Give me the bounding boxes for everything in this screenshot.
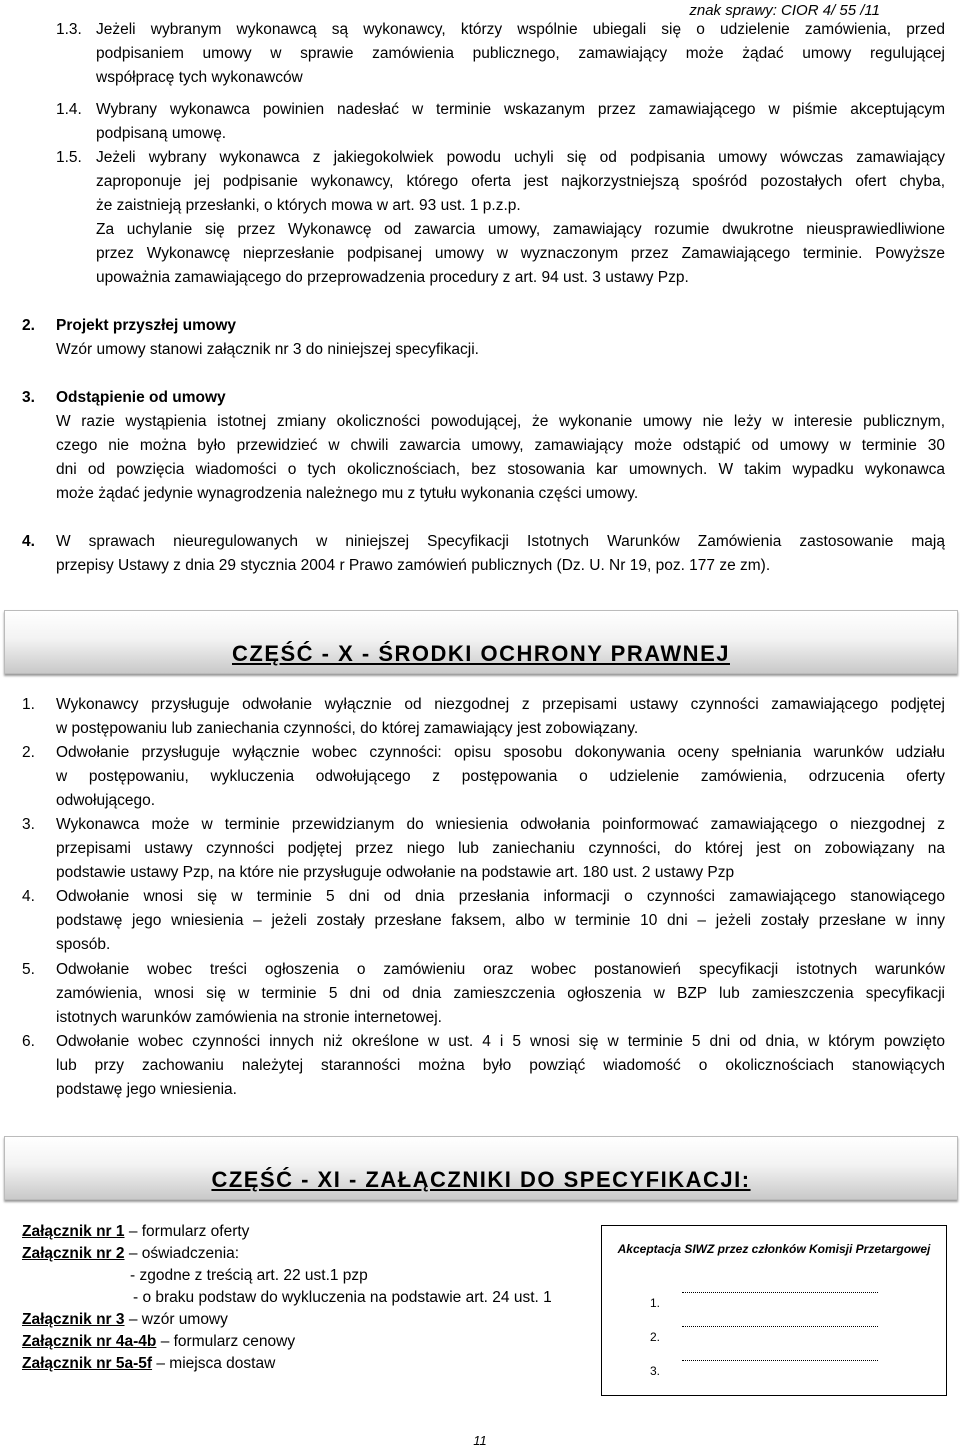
section-title: Projekt przyszłej umowy <box>56 317 237 334</box>
list-item-text: Odwołanie przysługuje wyłącznie wobec czynności: opisu sposobu dokonywania oceny spełniania warunków udziału <box>56 744 945 761</box>
attachment-desc: – miejsca dostaw <box>152 1355 276 1372</box>
attachment-5 <box>22 1353 275 1375</box>
section-text: przepisy Ustawy z dnia 29 stycznia 2004 r Prawo zamówień publicznych (Dz. U. Nr 19, poz. 177 ze zm). <box>56 557 771 574</box>
list-item-text: Wykonawca może w terminie przewidzianym do wniesienia odwołania poinformować zamawiającego o niezgodnej z <box>56 816 945 833</box>
signature-number: 1. <box>650 1296 661 1310</box>
attachment-label: Załącznik nr 3 <box>22 1311 125 1328</box>
clause-text: współpracę tych wykonawców <box>96 69 303 86</box>
section-text: dni od powzięcia wiadomości o tych okolicznościach, bez stosowania kar umownych. W takim wypadku wykonawca <box>56 461 945 478</box>
attachment-label: Załącznik nr 1 <box>22 1223 125 1240</box>
section-number: 4. <box>22 533 35 550</box>
list-number: 4. <box>22 888 35 905</box>
part-xi-title: CZĘŚĆ - XI - ZAŁĄCZNIKI DO SPECYFIKACJI: <box>211 1167 751 1192</box>
clause-text: że zaistnieją przesłanki, o których mowa w art. 93 ust. 1 p.z.p. <box>96 197 521 214</box>
list-number: 1. <box>22 696 35 713</box>
clause-number: 1.3. <box>56 21 82 38</box>
section-number: 3. <box>22 389 35 406</box>
signature-number: 2. <box>650 1330 661 1344</box>
signature-number: 3. <box>650 1364 661 1378</box>
list-item-text: odwołującego. <box>56 792 156 809</box>
attachment-label: Załącznik nr 2 <box>22 1245 125 1262</box>
clause-text: przez Wykonawcę nieprzesłanie podpisanej umowy w wyznaczonym przez Zamawiającego terminie. Powyższe <box>96 245 945 262</box>
list-item-text: w postępowaniu lub zaniechania czynności, do której zamawiający jest zobowiązany. <box>56 720 639 737</box>
attachment-1 <box>22 1221 249 1243</box>
signature-line <box>682 1360 878 1361</box>
list-number: 5. <box>22 961 35 978</box>
list-item-text: istotnych warunków zamówienia na stronie internetowej. <box>56 1009 442 1026</box>
list-item-text: Odwołanie wobec treści ogłoszenia o zamówieniu oraz wobec postanowień specyfikacji istotnych warunków <box>56 961 945 978</box>
attachment-label: Załącznik nr 5a-5f <box>22 1355 153 1372</box>
list-item-text: podstawę jego wniesienia. <box>56 1081 237 1098</box>
clause-number: 1.4. <box>56 101 82 118</box>
part-x-banner <box>4 610 958 674</box>
part-xi-banner <box>4 1136 958 1200</box>
section-number: 2. <box>22 317 35 334</box>
commission-acceptance-box <box>601 1225 947 1396</box>
clause-text: Jeżeli wybrany wykonawca z jakiegokolwiek powodu uchyli się od podpisania umowy wówczas zamawiający <box>96 149 945 166</box>
list-item-text: podstawie ustawy Pzp, na które nie przysługuje odwołanie na podstawie art. 180 ust. 2 ustawy Pzp <box>56 864 735 881</box>
clause-text: Jeżeli wybranym wykonawcą są wykonawcy, którzy wspólnie ubiegali się o udzielenie zamówienia, przed <box>96 21 945 38</box>
clause-text: zaproponuje jej podpisanie wykonawcy, którego oferta jest najkorzystniejszą spośród pozostałych ofert chyba, <box>96 173 945 190</box>
attachment-3 <box>22 1309 228 1331</box>
clause-text: Za uchylanie się przez Wykonawcę od zawarcia umowy, zamawiający rozumie dwukrotne nieusprawiedliwione <box>96 221 945 238</box>
section-text: może żądać jedynie wynagrodzenia należnego mu z tytułu wykonania części umowy. <box>56 485 639 502</box>
commission-title: Akceptacja SIWZ przez członków Komisji Przetargowej <box>617 1242 931 1256</box>
list-item-text: Odwołanie wobec czynności innych niż określone w ust. 4 i 5 wnosi się w terminie 5 dni od dnia, w którym powzięto <box>56 1033 945 1050</box>
clause-text: podpisaniem umowy w sprawie zamówienia publicznego, zamawiający może żądać umowy regulującej <box>96 45 945 62</box>
list-item-text: podstawę jego wniesienia – jeżeli zostały przesłane faksem, albo w terminie 10 dni – jeżeli zostały przesłane w inny <box>56 912 945 929</box>
page-number: 11 <box>473 1433 487 1448</box>
clause-text: podpisaną umowę. <box>96 125 227 142</box>
clause-text: upoważnia zamawiającego do przeprowadzenia procedury z art. 94 ust. 3 ustawy Pzp. <box>96 269 689 286</box>
section-text: W razie wystąpienia istotnej zmiany okoliczności powodującej, że wykonanie umowy nie leży w interesie publicznym, <box>56 413 945 430</box>
attachment-2-sub: - zgodne z treścią art. 22 ust.1 pzp <box>130 1267 368 1284</box>
case-reference: znak sprawy: CIOR 4/ 55 /11 <box>689 2 880 19</box>
clause-number: 1.5. <box>56 149 82 166</box>
signature-line <box>682 1326 878 1327</box>
attachment-desc: – formularz oferty <box>124 1223 250 1240</box>
attachment-2-sub: - o braku podstaw do wykluczenia na podstawie art. 24 ust. 1 <box>133 1289 552 1306</box>
list-item-text: sposób. <box>56 936 111 953</box>
list-item-text: Odwołanie wnosi się w terminie 5 dni od dnia przesłania informacji o czynności zamawiającego stanowiącego <box>56 888 945 905</box>
attachment-desc: – oświadczenia: <box>124 1245 240 1262</box>
section-title: Odstąpienie od umowy <box>56 389 226 406</box>
signature-line <box>682 1292 878 1293</box>
list-item-text: zamówienia, wnosi się w terminie 5 dni od dnia zamieszczenia ogłoszenia w BZP lub zamieszczenia specyfikacji <box>56 985 945 1002</box>
list-number: 2. <box>22 744 35 761</box>
attachment-2 <box>22 1243 239 1265</box>
section-text: Wzór umowy stanowi załącznik nr 3 do niniejszej specyfikacji. <box>56 341 479 358</box>
list-item-text: Wykonawcy przysługuje odwołanie wyłącznie od niezgodnej z przepisami ustawy czynności zamawiającego podjętej <box>56 696 945 713</box>
list-item-text: lub przy zachowaniu należytej staranności można było powziąć wiadomość o okolicznościach stanowiących <box>56 1057 945 1074</box>
part-x-title: CZĘŚĆ - X - ŚRODKI OCHRONY PRAWNEJ <box>232 641 730 666</box>
list-number: 6. <box>22 1033 35 1050</box>
list-item-text: przepisami ustawy czynności podjętej przez niego lub zaniechaniu czynności, do której jest on zobowiązany na <box>56 840 945 857</box>
list-number: 3. <box>22 816 35 833</box>
section-text: czego nie można było przewidzieć w chwili zawarcia umowy, zamawiający może odstąpić od umowy w terminie 30 <box>56 437 945 454</box>
attachment-4 <box>22 1331 295 1353</box>
attachment-label: Załącznik nr 4a-4b <box>22 1333 157 1350</box>
attachment-desc: – formularz cenowy <box>156 1333 296 1350</box>
list-item-text: w postępowaniu, wykluczenia odwołującego z postępowania o udzielenie zamówienia, odrzucenia oferty <box>56 768 945 785</box>
section-text: W sprawach nieuregulowanych w niniejszej Specyfikacji Istotnych Warunków Zamówienia zastosowanie mają <box>56 533 945 550</box>
attachment-desc: – wzór umowy <box>124 1311 228 1328</box>
clause-text: Wybrany wykonawca powinien nadesłać w terminie wskazanym przez zamawiającego w piśmie akceptującym <box>96 101 945 118</box>
